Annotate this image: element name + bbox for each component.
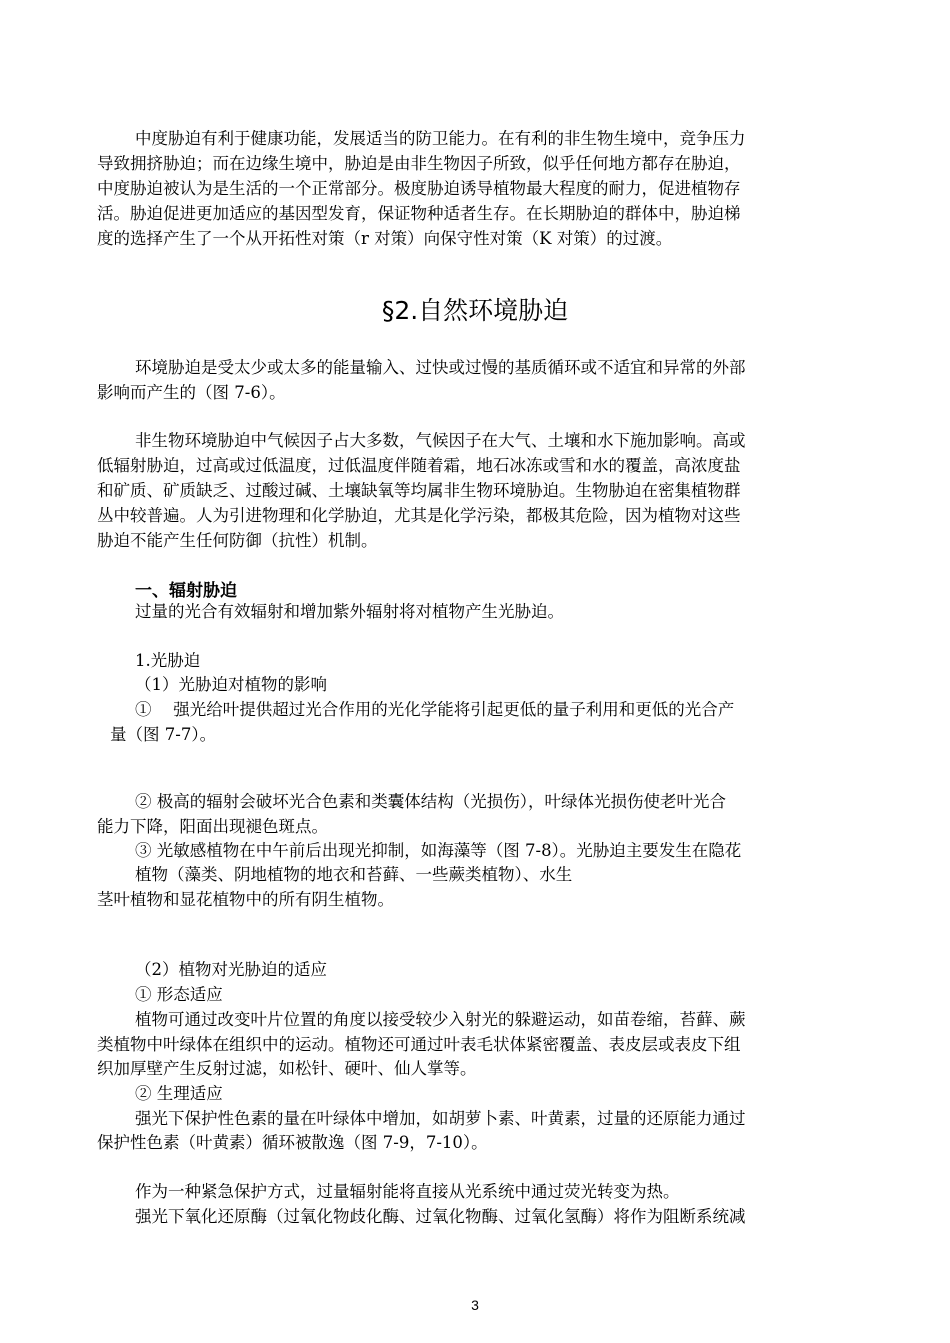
point3-line-1: ③ 光敏感植物在中午前后出现光抑制，如海藻等（图 7-8）。光胁迫主要发生在隐花 [135,841,742,860]
point1-line-2: 量（图 7-7）。 [110,725,217,744]
para2-line-2: 影响而产生的（图 7-6）。 [97,383,286,402]
para3-line-2: 低辐射胁迫，过高或过低温度，过低温度伴随着霜，地石冰冻或雪和水的覆盖，高浓度盐 [97,456,741,475]
point3-line-2: 植物（藻类、阴地植物的地衣和苔藓、一些蕨类植物）、水生 [135,865,573,884]
adapt1-line-2: 类植物中叶绿体在组织中的运动。植物还可通过叶表毛状体紧密覆盖、表皮层或表皮下组 [97,1035,741,1054]
point2-line-1: ② 极高的辐射会破坏光合色素和类囊体结构（光损伤），叶绿体光损伤使老叶光合 [135,792,726,811]
adaptation-physiological: ② 生理适应 [135,1084,223,1103]
para1-line-4: 活。胁迫促进更加适应的基因型发育，保证物种适者生存。在长期胁迫的群体中，胁迫梯 [97,204,741,223]
para1-line-3: 中度胁迫被认为是生活的一个正常部分。极度胁迫诱导植物最大程度的耐力，促进植物存 [97,179,741,198]
point1-line-1: ① 强光给叶提供超过光合作用的光化学能将引起更低的量子利用和更低的光合产 [135,700,735,719]
para3-line-4: 丛中较普遍。人为引进物理和化学胁迫，尤其是化学污染，都极其危险，因为植物对这些 [97,506,741,525]
adapt2-line-2: 保护性色素（叶黄素）循环被散逸（图 7-9，7-10）。 [97,1133,488,1152]
para3-line-1: 非生物环境胁迫中气候因子占大多数，气候因子在大气、土壤和水下施加影响。高或 [135,431,746,450]
para1-line-5: 度的选择产生了一个从开拓性对策（r 对策）向保守性对策（K 对策）的过渡。 [97,229,673,248]
para-last-line-2: 强光下氧化还原酶（过氧化物歧化酶、过氧化物酶、过氧化氢酶）将作为阻断系统减 [135,1207,746,1226]
adapt1-line-3: 织加厚壁产生反射过滤，如松针、硬叶、仙人掌等。 [97,1059,477,1078]
adaptation-morphological: ① 形态适应 [135,985,223,1004]
para3-line-5: 胁迫不能产生任何防御（抗性）机制。 [97,531,378,550]
section-heading: §2.自然环境胁迫 [381,296,569,325]
para2-line-1: 环境胁迫是受太少或太多的能量输入、过快或过慢的基质循环或不适宜和异常的外部 [135,358,746,377]
adapt2-line-1: 强光下保护性色素的量在叶绿体中增加，如胡萝卜素、叶黄素，过量的还原能力通过 [135,1109,746,1128]
para1-line-2: 导致拥挤胁迫；而在边缘生境中，胁迫是由非生物因子所致，似乎任何地方都存在胁迫， [97,154,741,173]
adapt1-line-1: 植物可通过改变叶片位置的角度以接受较少入射光的躲避运动，如苗卷缩，苔藓、蕨 [135,1010,746,1029]
para3-line-3: 和矿质、矿质缺乏、过酸过碱、土壤缺氧等均属非生物环境胁迫。生物胁迫在密集植物群 [97,481,741,500]
para-last-line-1: 作为一种紧急保护方式，过量辐射能将直接从光系统中通过荧光转变为热。 [135,1182,680,1201]
para1-line-1: 中度胁迫有利于健康功能，发展适当的防卫能力。在有利的非生物生境中，竞争压力 [135,129,746,148]
item-light-stress-effects: （1）光胁迫对植物的影响 [135,675,327,694]
point3-line-3: 茎叶植物和显花植物中的所有阴生植物。 [97,890,394,909]
point2-line-2: 能力下降，阳面出现褪色斑点。 [97,817,328,836]
subsection-intro: 过量的光合有效辐射和增加紫外辐射将对植物产生光胁迫。 [135,602,564,621]
item-light-stress-adaptation: （2）植物对光胁迫的适应 [135,960,327,979]
subsection-heading-radiation: 一、辐射胁迫 [135,581,237,601]
item-light-stress: 1.光胁迫 [135,651,201,670]
page-number: 3 [471,1297,479,1313]
